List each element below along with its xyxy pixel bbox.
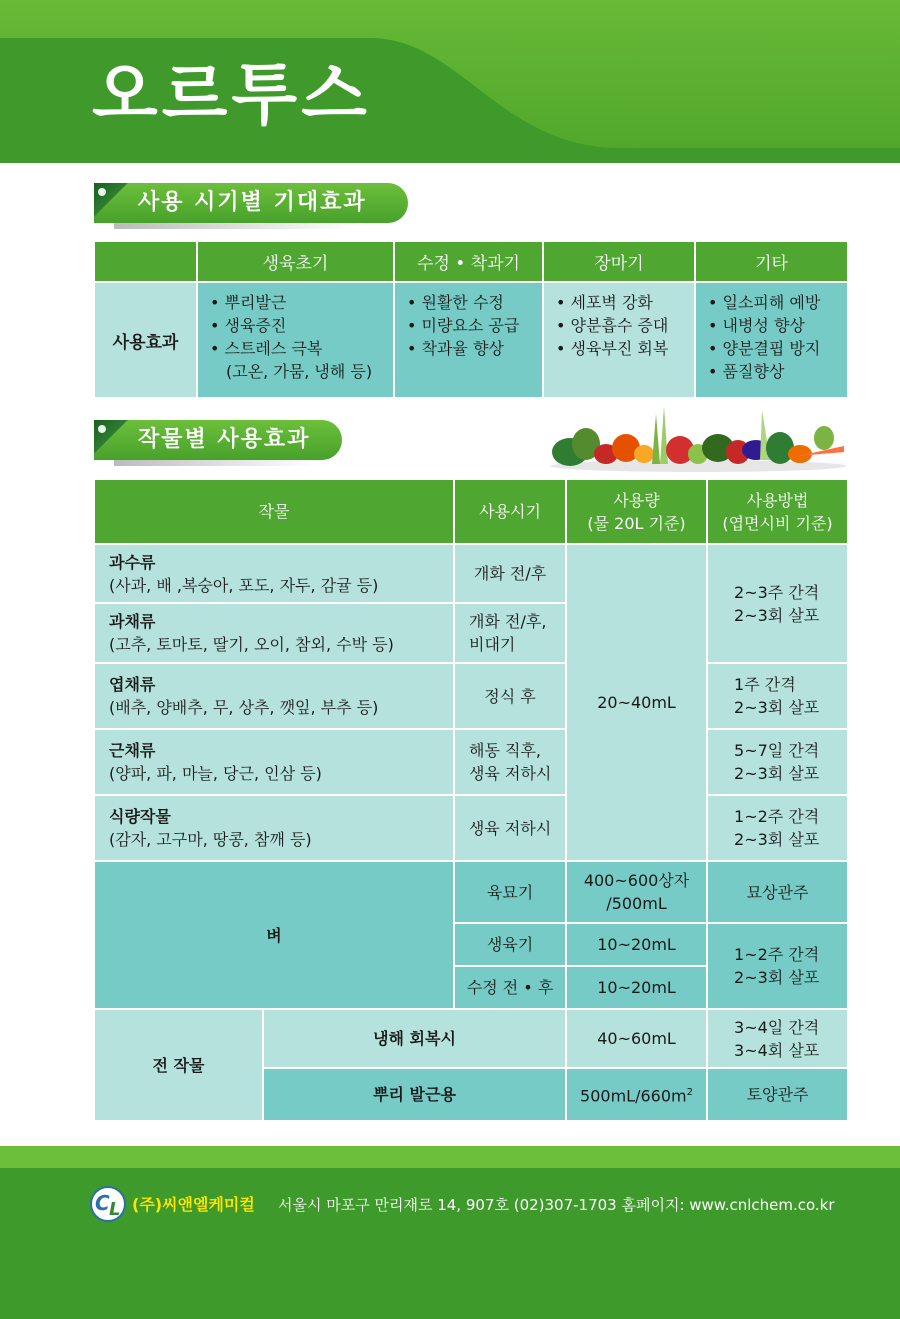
list-item: • 세포벽 강화 [556,293,653,312]
header-method-line1: 사용방법 [746,490,809,510]
timing-cell [454,795,566,861]
method-interval: 1~2주 간격 [734,945,820,964]
cell-early [197,282,394,398]
timing-text: 생육 저하시 [468,818,552,838]
list-item: • 품질향상 [708,362,785,381]
cell-fruiting [394,282,543,398]
timing-text: 해동 직후, [469,741,542,760]
table-row [94,1009,848,1068]
logo-c-glyph: C [95,1191,110,1215]
crop-examples: (배추, 양배추, 무, 상추, 깻잎, 부추 등) [109,698,379,717]
purpose-cell: 뿌리 발근용 [263,1068,566,1121]
method-count: 2~3회 살포 [734,968,820,987]
amount-cell: 10~20mL [566,923,707,966]
footer-band [0,1146,900,1168]
method-count: 2~3회 살포 [734,605,820,625]
cell-other [695,282,848,398]
table-row [94,861,848,923]
list-item: • 내병성 향상 [708,316,805,335]
list-item: • 착과율 향상 [407,339,504,358]
header-rainy: 장마기 [543,241,695,282]
rice-label: 벼 [94,861,454,1009]
header-amount [566,479,707,544]
section2-shadow [114,460,314,466]
timing-text: 개화 전/후, [469,612,547,631]
header-amount-line1: 사용량 [613,490,660,510]
timing-cell [454,729,566,795]
table-header-row [94,241,848,282]
section1-dot [98,188,106,196]
timing-cell: 육묘기 [454,861,566,923]
header-crop: 작물 [94,479,454,544]
crop-examples: (고추, 토마토, 딸기, 오이, 참외, 수박 등) [109,635,394,654]
crop-examples: (양파, 파, 마늘, 당근, 인삼 등) [109,764,322,783]
shared-amount-cell: 20~40mL [566,544,707,861]
method-cell [707,1009,848,1068]
amount-superscript: 2 [686,1087,693,1099]
table-row [94,663,848,729]
header-fruiting: 수정 • 착과기 [394,241,543,282]
method-count: 3~4회 살포 [734,1040,820,1060]
list-item: • 뿌리발근 [210,293,287,312]
list-item: • 양분흡수 증대 [556,316,669,335]
header-early: 생육초기 [197,241,394,282]
crop-cell [94,663,454,729]
list-item: • 일소피해 예방 [708,293,821,312]
table-row [94,282,848,398]
method-cell [707,795,848,861]
timing-text: 개화 전/후 [473,564,547,583]
crop-name: 근채류 [109,741,156,760]
header-banner [0,0,900,163]
method-cell [707,729,848,795]
table-row [94,795,848,861]
section1-shadow [114,223,354,229]
amount-line2: /500mL [606,894,667,913]
header-empty [94,241,197,282]
method-count: 2~3회 살포 [734,830,820,849]
purpose-cell: 냉해 회복시 [263,1009,566,1068]
list-item: • 스트레스 극복 [210,339,323,358]
crop-cell [94,544,454,603]
timing-cell: 수정 전 • 후 [454,966,566,1009]
company-name: (주)씨앤엘케미컬 [132,1195,255,1214]
timing-text: 비대기 [469,635,516,654]
method-count: 2~3회 살포 [734,764,820,783]
crop-name: 과수류 [109,552,156,572]
header-other: 기타 [695,241,848,282]
method-cell [707,663,848,729]
crop-name: 엽채류 [109,675,156,694]
effect-by-crop-table [93,478,849,1122]
method-cell: 묘상관주 [707,861,848,923]
method-interval: 1~2주 간격 [734,807,820,826]
header-method [707,479,848,544]
amount-cell: 40~60mL [566,1009,707,1068]
section1-title: 사용 시기별 기대효과 [94,183,408,223]
amount-cell [566,861,707,923]
timing-cell: 생육기 [454,923,566,966]
timing-cell [454,663,566,729]
method-interval: 3~4일 간격 [734,1017,820,1037]
method-cell [707,923,848,1009]
amount-cell [566,1068,707,1121]
amount-value: 500mL/660m [580,1086,687,1106]
list-item: • 생육증진 [210,316,287,335]
crop-name: 과채류 [109,612,156,631]
footer [0,1168,900,1319]
logo-l-glyph: L [109,1199,121,1220]
list-item: • 미량요소 공급 [407,316,520,335]
crop-examples: (감자, 고구마, 땅콩, 참깨 등) [109,830,312,849]
company-logo [90,1186,126,1222]
table-header-row [94,479,848,544]
row-label: 사용효과 [94,282,197,398]
method-cell [707,544,848,663]
header-amount-line2: (물 20L 기준) [587,513,686,533]
crop-name: 식량작물 [109,807,171,826]
table-row [94,729,848,795]
section2-title: 작물별 사용효과 [94,420,342,460]
timing-cell [454,544,566,603]
list-item: (고온, 가뭄, 냉해 등) [226,362,373,381]
list-item: • 생육부진 회복 [556,339,669,358]
section2-heading [94,420,354,460]
header-timing: 사용시기 [454,479,566,544]
crop-cell [94,795,454,861]
vegetables-illustration [548,404,846,472]
crop-cell [94,729,454,795]
page-title: 오르투스 [92,56,371,135]
crop-examples: (사과, 배 ,복숭아, 포도, 자두, 감귤 등) [109,575,379,595]
timing-text: 정식 후 [484,686,536,706]
method-interval: 2~3주 간격 [734,582,820,602]
list-item: • 원활한 수정 [407,293,504,312]
method-cell: 토양관주 [707,1068,848,1121]
section2-dot [98,425,106,433]
list-item: • 양분결핍 방지 [708,339,821,358]
crop-cell [94,603,454,663]
company-address: 서울시 마포구 만리재로 14, 907호 (02)307-1703 홈페이지: www.cnlchem.co.kr [278,1196,835,1214]
header-method-line2: (엽면시비 기준) [722,513,833,533]
method-interval: 1주 간격 [734,675,796,694]
timing-cell [454,603,566,663]
amount-cell: 10~20mL [566,966,707,1009]
cell-rainy [543,282,695,398]
all-crops-label: 전 작물 [94,1009,263,1121]
timing-text: 생육 저하시 [469,764,552,783]
method-interval: 5~7일 간격 [734,741,820,760]
section1-heading [94,183,414,223]
table-row [94,544,848,603]
method-count: 2~3회 살포 [734,698,820,717]
amount-line1: 400~600상자 [583,871,690,890]
effect-by-period-table [93,240,849,399]
